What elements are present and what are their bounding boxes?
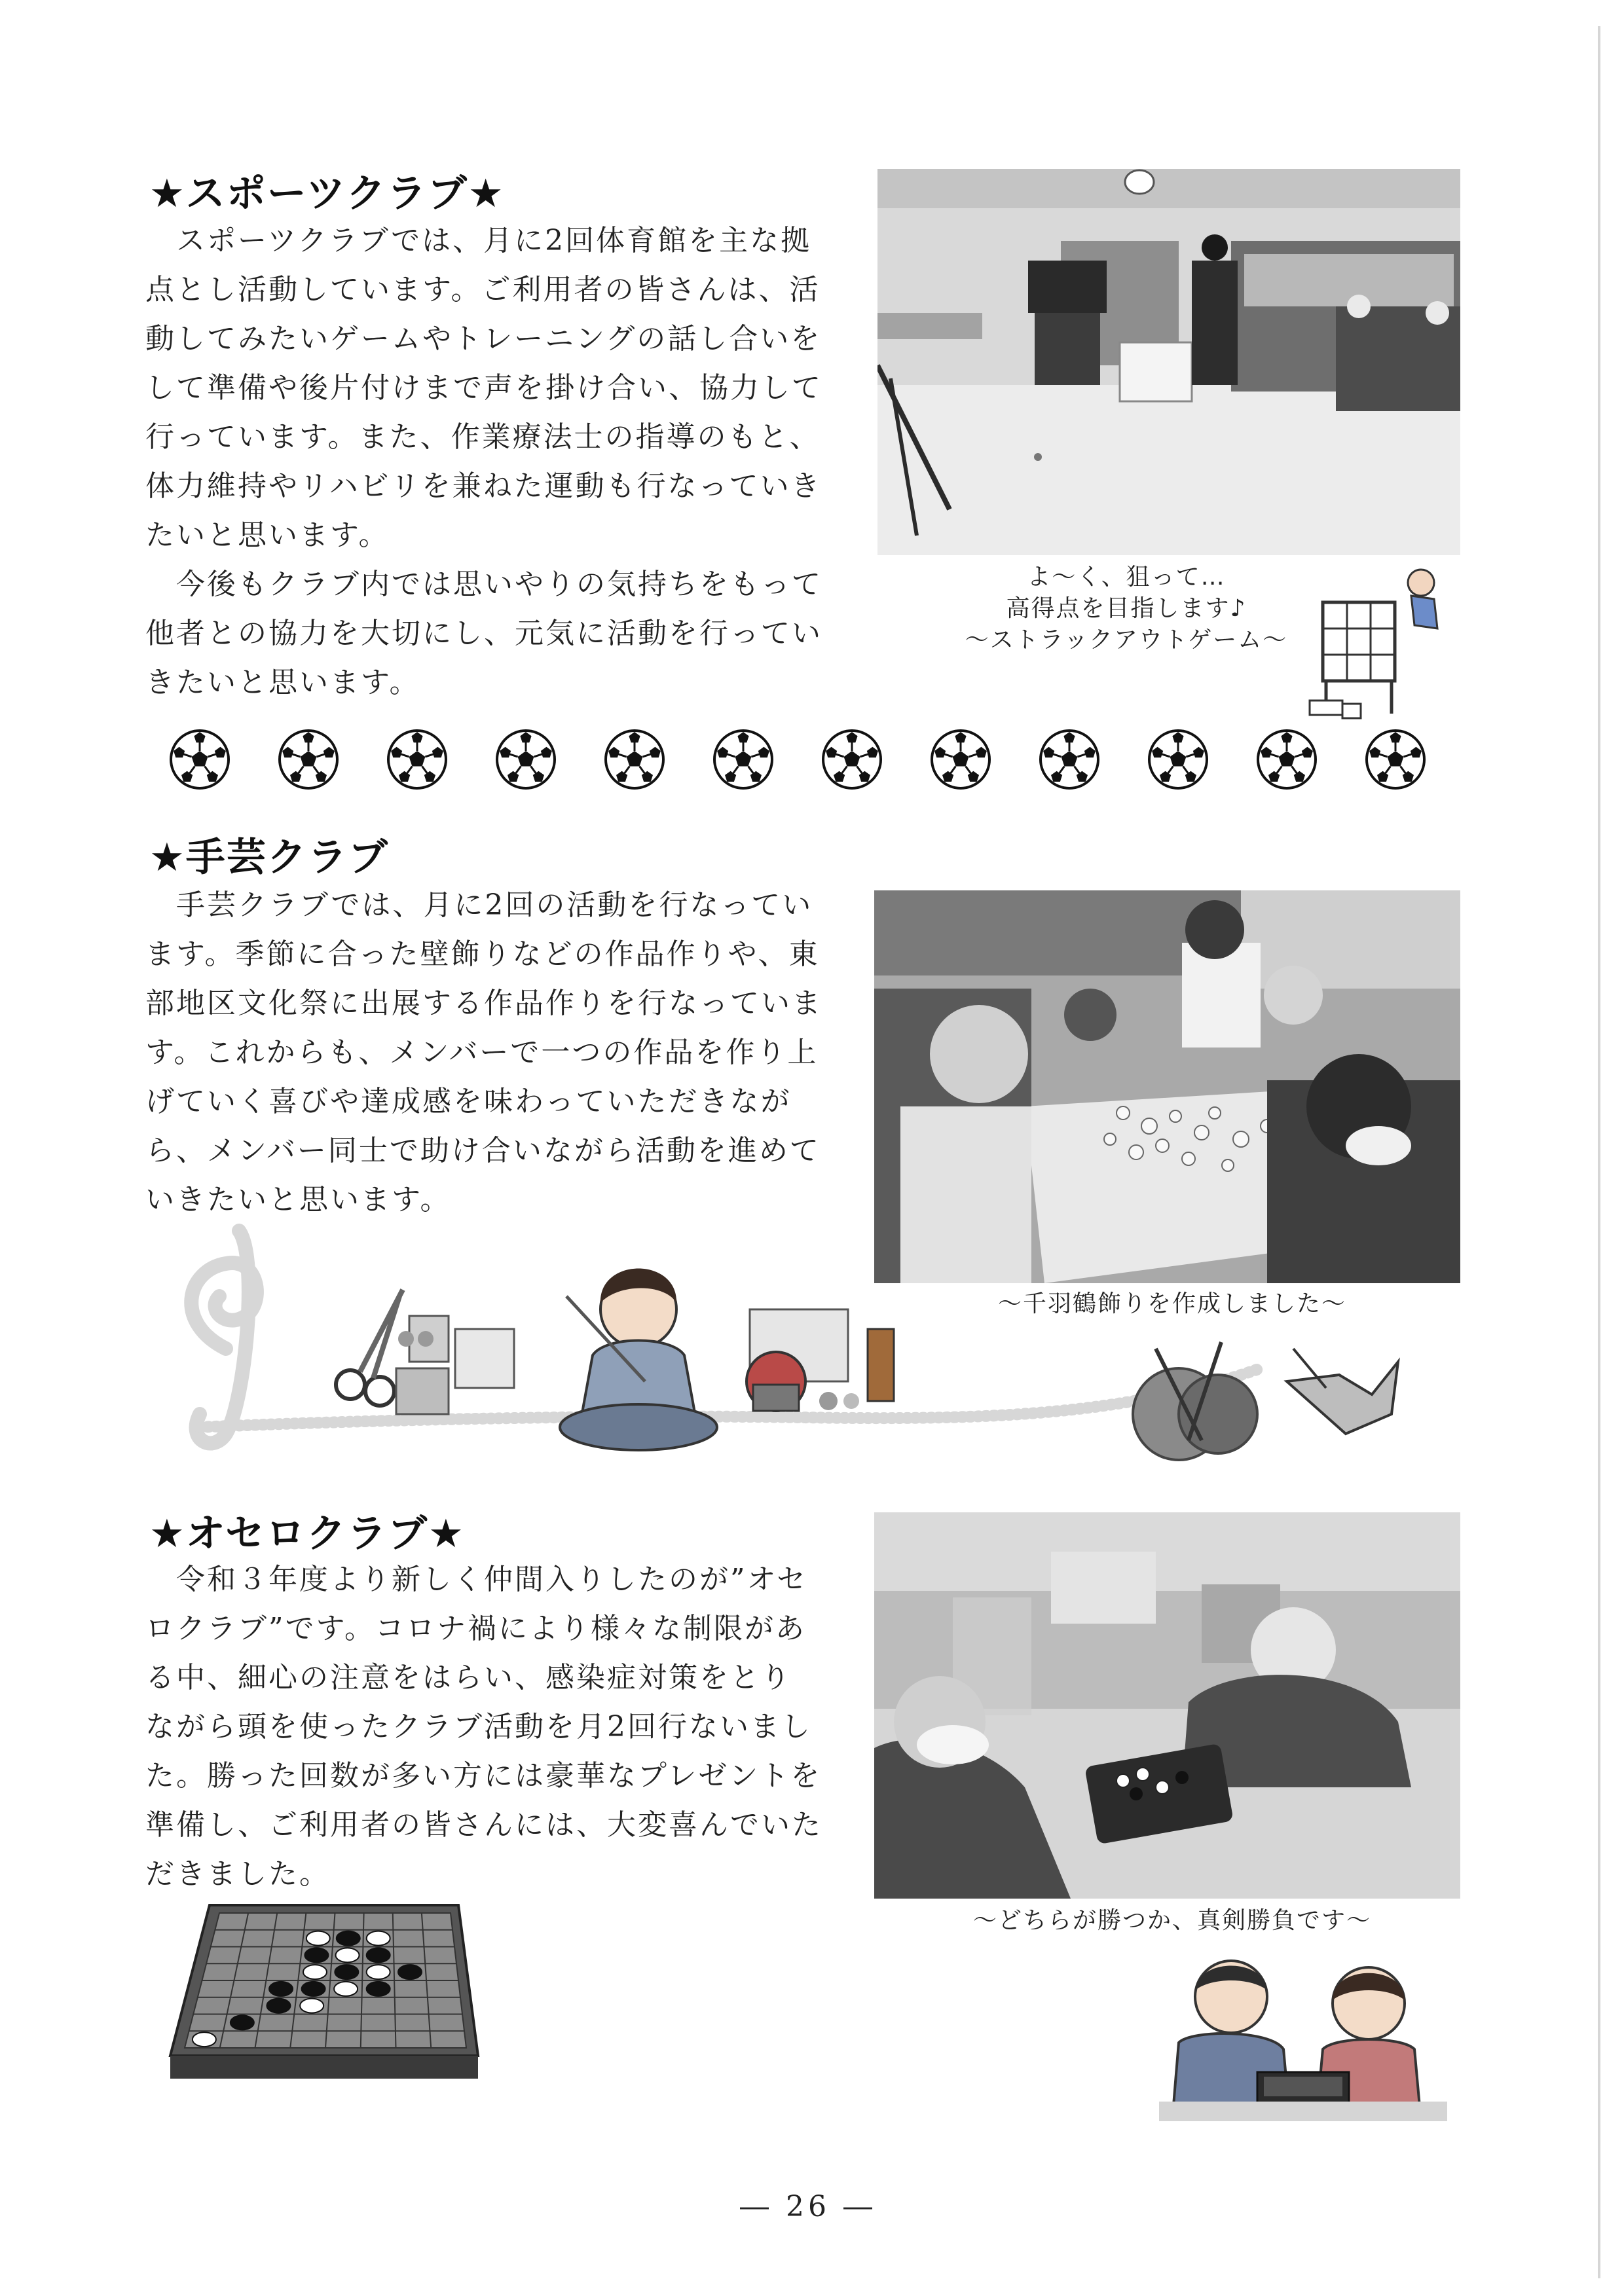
othello-disc — [231, 2015, 254, 2030]
text-line: 動してみたいゲームやトレーニングの話し合いを — [145, 322, 822, 355]
othello-club-body — [145, 1555, 846, 1899]
othello-disc — [269, 1982, 293, 1996]
sports-club-heading: ★スポーツクラブ★ — [149, 171, 505, 217]
othello-disc — [367, 1931, 390, 1946]
othello-photo-caption: ～どちらが勝つか、真剣勝負です～ — [972, 1907, 1371, 1934]
handicraft-photo-caption: ～千羽鶴飾りを作成しました～ — [997, 1290, 1346, 1317]
text-line: きたいと思います。 — [145, 666, 420, 699]
othello-club-heading: ★オセロクラブ★ — [149, 1511, 465, 1557]
othello-disc — [367, 1948, 390, 1962]
text-line: る中、細心の注意をはらい、感染症対策をとり — [145, 1661, 792, 1694]
othello-disc — [303, 1965, 327, 1979]
othello-disc — [367, 1982, 390, 1996]
text-line: だきました。 — [145, 1857, 330, 1891]
othello-board-illustration — [157, 1899, 485, 2095]
text-line: 手芸クラブでは、月に2回の活動を行なってい — [145, 888, 813, 922]
text-line: す。これからも、メンバーで一つの作品を作り上 — [145, 1036, 819, 1069]
othello-disc — [267, 1999, 290, 2013]
text-line: いきたいと思います。 — [145, 1183, 451, 1216]
soccer-ball-icon — [606, 731, 663, 788]
struckout-illustration — [1303, 563, 1467, 727]
soccer-ball-icon — [171, 731, 229, 788]
text-line: 体力維持やリハビリを兼ねた運動も行なっていき — [145, 469, 822, 503]
page-edge-rule — [1598, 26, 1600, 2278]
text-line: スポーツクラブでは、月に2回体育館を主な拠 — [145, 224, 812, 257]
othello-disc — [300, 1999, 323, 2013]
text-line: 点とし活動しています。ご利用者の皆さんは、活 — [145, 273, 821, 306]
text-line: 他者との協力を大切にし、元気に活動を行ってい — [145, 617, 822, 650]
sports-photo — [877, 169, 1460, 555]
handicraft-club-body — [145, 881, 846, 1224]
soccer-ball-icon — [714, 731, 772, 788]
text-line: ロクラブ”です。コロナ禍により様々な制限があ — [145, 1612, 806, 1645]
othello-disc — [398, 1965, 422, 1979]
text-line: たいと思います。 — [145, 519, 390, 552]
othello-disc — [193, 2032, 216, 2047]
othello-disc — [302, 1982, 325, 1996]
othello-disc — [334, 1982, 358, 1996]
paper-crane-illustration — [1287, 1349, 1398, 1434]
text-line: 行っています。また、作業療法士の指導のもと、 — [145, 420, 821, 454]
caption-line: よ～く、狙って… — [1027, 564, 1226, 591]
handicraft-club-heading: ★手芸クラブ — [149, 835, 389, 881]
sports-club-body — [145, 216, 846, 707]
caption-line: ～ストラックアウトゲーム～ — [965, 627, 1288, 653]
soccer-ball-icon — [1367, 731, 1424, 788]
text-line: 令和３年度より新しく仲間入りしたのが”オセ — [145, 1563, 808, 1596]
soccer-ball-icon — [932, 731, 989, 788]
scissors-icon — [336, 1290, 403, 1406]
handicraft-illustration-band — [147, 1218, 1411, 1467]
soccer-ball-icon — [280, 731, 337, 788]
text-line: ます。季節に合った壁飾りなどの作品作りや、東 — [145, 938, 820, 971]
text-line: ながら頭を使ったクラブ活動を月2回行ないまし — [145, 1710, 812, 1743]
soccer-ball-icon — [1258, 731, 1316, 788]
children-playing-illustration — [1153, 1951, 1454, 2121]
soccer-ball-icon — [497, 731, 555, 788]
othello-disc — [367, 1965, 390, 1979]
page-number: ― 26 ― — [740, 2190, 876, 2223]
text-line: 部地区文化祭に出展する作品作りを行なっていま — [145, 987, 822, 1020]
othello-photo — [874, 1512, 1460, 1899]
text-line: して準備や後片付けまで声を掛け合い、協力して — [145, 371, 822, 405]
sports-photo-caption — [917, 562, 1336, 656]
pincushion-illustration — [747, 1309, 894, 1411]
othello-disc — [304, 1948, 328, 1962]
yarn-ball-illustration — [1133, 1342, 1257, 1460]
text-line: げていく喜びや達成感を味わっていただきなが — [145, 1085, 792, 1118]
soccer-ball-divider — [167, 727, 1434, 792]
text-line: ら、メンバー同士で助け合いながら活動を進めて — [145, 1134, 821, 1167]
othello-disc — [306, 1931, 330, 1946]
othello-disc — [335, 1965, 358, 1979]
soccer-ball-icon — [1041, 731, 1098, 788]
text-line: 今後もクラブ内では思いやりの気持ちをもって — [145, 568, 822, 601]
text-line: た。勝った回数が多い方には豪華なプレゼントを — [145, 1759, 822, 1793]
text-line: 準備し、ご利用者の皆さんには、大変喜んでいた — [145, 1808, 822, 1842]
soccer-ball-icon — [1149, 731, 1207, 788]
knitting-woman-illustration — [560, 1269, 717, 1451]
soccer-ball-icon — [823, 731, 881, 788]
caption-line: 高得点を目指します♪ — [1006, 595, 1247, 622]
soccer-ball-icon — [388, 731, 446, 788]
othello-disc — [336, 1948, 360, 1962]
othello-disc — [337, 1931, 360, 1946]
